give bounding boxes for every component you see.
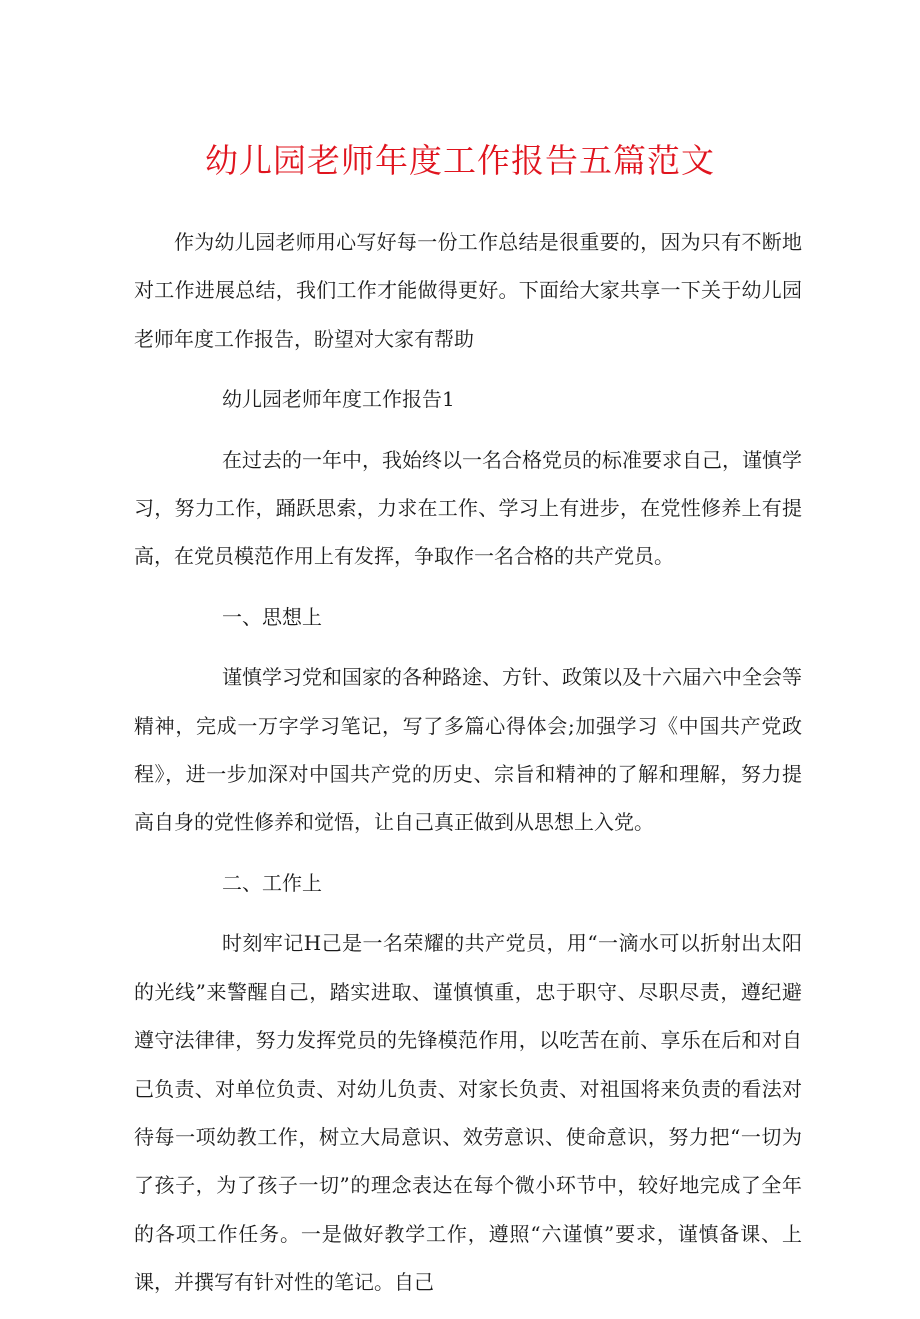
report-1-opening-paragraph: 在过去的一年中，我始终以一名合格党员的标准要求自己，谨慎学习，努力工作，踊跃思索，力求在工作、学习上有进步，在党性修养上有提高，在党员模范作用上有发挥，争取作一名合格的共产党员。 — [134, 447, 802, 569]
intro-paragraph: 作为幼儿园老师用心写好每一份工作总结是很重要的，因为只有不断地对工作进展总结，我们工作才能做得更好。下面给大家共享一下关于幼儿园老师年度工作报告，盼望对大家有帮助 — [134, 230, 802, 351]
document-title: 幼儿园老师年度工作报告五篇范文 — [205, 141, 715, 180]
work-paragraph: 时刻牢记H己是一名荣耀的共产党员，用“一滴水可以折射出太阳的光线”来警醒自己，踏实进取、谨慎慎重，忠于职守、尽职尽责，遵纪避遵守法律律，努力发挥党员的先锋模范作用，以吃苦在前、享乐在后和对自己负责、对单位负责、对幼儿负责、对家长负责、对祖国将来负责的看法对待每一项幼教工作，树立大局意识、效劳意识、使命意识，努力把“一切为了孩子，为了孩子一切”的理念表达在每个微小环节中，较好地完成了全年的各项工作任务。一是做好教学工作，遵照“六谨慎”要求，谨慎备课、上课，并撰写有针对性的笔记。自己 — [134, 931, 802, 1295]
section-heading-work: 二、工作上 — [222, 870, 322, 895]
document-body — [134, 218, 802, 1319]
section-heading-thought: 一、思想上 — [222, 604, 322, 629]
report-1-heading: 幼儿园老师年度工作报告1 — [222, 387, 455, 412]
thought-paragraph: 谨慎学习党和国家的各种路途、方针、政策以及十六届六中全会等精神，完成一万字学习笔记，写了多篇心得体会;加强学习《中国共产党政程》，进一步加深对中国共产党的历史、宗旨和精神的了解和理解，努力提高自身的党性修养和觉悟，让自己真正做到从思想上入党。 — [134, 665, 802, 835]
